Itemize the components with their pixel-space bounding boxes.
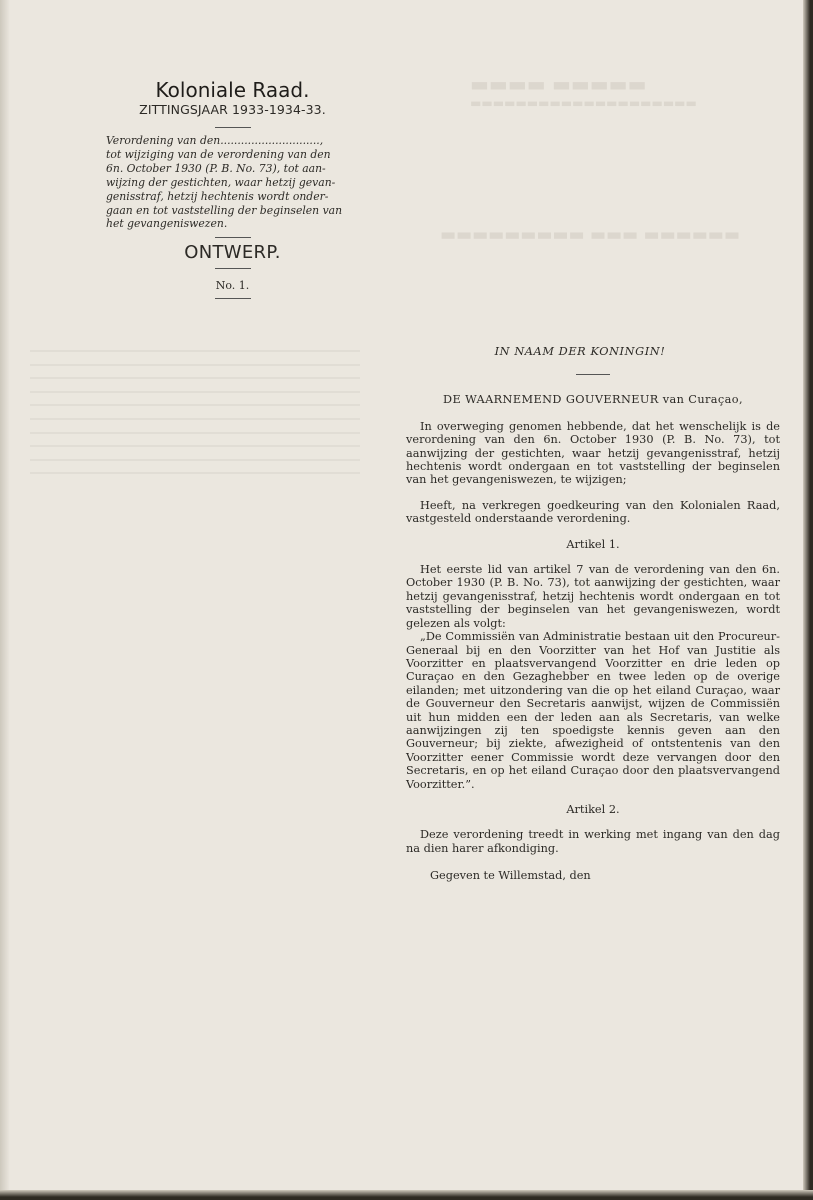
summary-line: 6n. October 1930 (P. B. No. 73), tot aan- [106,161,326,175]
summary-line: het gevangeniswezen. [106,217,228,231]
summary-line: gaan en tot vaststelling der beginselen van [106,203,343,217]
divider [576,374,610,375]
summary-line: wijzing der gestichten, waar hetzij gevan- [106,175,336,189]
bleed-through-subtitle: ▬▬▬▬▬▬▬▬▬▬▬▬▬▬▬▬▬▬▬▬ [470,96,697,110]
document-number: No. 1. [215,279,250,293]
divider [215,127,251,128]
ordinance-body [406,345,780,883]
divider [215,237,251,238]
council-title: Koloniale Raad. [155,78,310,102]
article-1-quote: „De Commissiën van Administratie bestaan uit den Procureur-Generaal bij en den Voorzitter van het Hof van Justitie als Voorzitter en plaatsvervangend Voorzitter en drie leden op Curaçao en den Gezaghebber en twee leden op de overige eilanden; met uitzondering van die op het eiland Curaçao, waar de Gouverneur den Secretaris aanwijst, wijzen de Commissiën uit hun midden een der leden aan als Secretaris, van welke aanwijzingen zij ten spoedigste kennis geven aan den Gouverneur; bij ziekte, afwezigheid of ontstentenis van den Voorzitter eener Commissie wordt deze vervangen door den Secretaris, en op het eiland Curaçao door den plaatsvervangend Voorzitter.”. [406,630,780,791]
article-1-title: Artikel 1. [566,537,620,551]
bleed-through-heading: ▬▬▬▬▬▬ ▬▬▬ ▬▬▬▬▬▬▬▬▬ [440,225,740,245]
divider [215,268,251,269]
page-edge-right [803,0,813,1200]
document-header [100,78,365,299]
article-2-title: Artikel 2. [566,802,620,816]
article-2-text: Deze verordening treedt in werking met ingang van den dag na dien harer afkondiging. [406,828,780,855]
given-at-line: Gegeven te Willemstad, den [430,869,591,883]
bleed-through-lines [30,350,360,486]
considering-paragraph: In overweging genomen hebbende, dat het wenschelijk is de verordening van den 6n. October 1930 (P. B. No. 73), tot aanwijzing der gestichten, waar hetzij gevangenisstraf, hetzij hechtenis wordt ondergaan en tot vaststelling der beginselen van het gevangeniswezen, te wijzigen; [406,419,780,487]
governor-line: DE WAARNEMEND GOUVERNEUR van Curaçao, [442,393,743,407]
article-1-text: Het eerste lid van artikel 7 van de verordening van den 6n. October 1930 (P. B. No. 73), tot aanwijzing der gestichten, waar hetzij gevangenisstraf, hetzij hechtenis wordt ondergaan en tot vaststelling der beginselen van het gevangeniswezen, wordt gelezen als volgt: [406,563,780,630]
page-gutter-shadow [0,0,10,1190]
draft-label: ONTWERP. [184,242,281,264]
summary-line: Verordening van den............................., [106,134,324,147]
divider [215,298,251,299]
page-edge-bottom [0,1190,813,1200]
session-year: ZITTINGSJAAR 1933-1934-33. [139,102,326,117]
bleed-through-title: ▬▬▬▬▬ ▬▬▬▬ [470,72,647,96]
summary-line: genisstraf, hetzij hechtenis wordt onder- [106,189,329,203]
ordinance-summary [106,134,365,231]
enactment-paragraph: Heeft, na verkregen goedkeuring van den Kolonialen Raad, vastgesteld onderstaande verordening. [406,498,780,526]
summary-line: tot wijziging van de verordening van den [106,147,331,161]
invocation: IN NAAM DER KONINGIN! [494,345,666,358]
